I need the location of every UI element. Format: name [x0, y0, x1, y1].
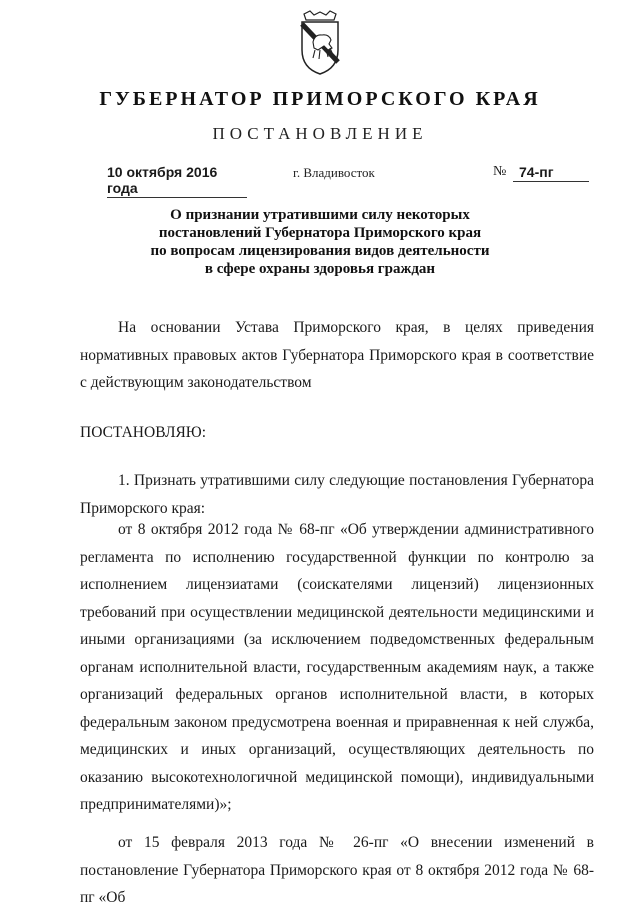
issuer-title: ГУБЕРНАТОР ПРИМОРСКОГО КРАЯ — [99, 88, 541, 110]
coat-of-arms-icon — [298, 10, 342, 76]
title-line: в сфере охраны здоровья граждан — [204, 261, 436, 277]
document-city: г. Владивосток — [293, 165, 375, 180]
document-type: ПОСТАНОВЛЕНИЕ — [212, 124, 428, 143]
document-number: 74-пг — [513, 164, 589, 182]
document-title — [110, 206, 530, 278]
revoked-act-1-paragraph: от 8 октября 2012 года № 68-пг «Об утверждении административного регламента по исполнению государственной функции по контролю за исполнением лицензиатами (соискателями лицензий) лицензионных требований при осуществлении медицинской деятельности медицинскими и иными организациями (за исключением подведомственных федеральным органам исполнительной власти, государственным академиям наук, а также организаций федеральных органов исполнительной власти, в которых федеральным законом предусмотрена военная и приравненная к ней служба, медицинских и иных организаций, осуществляющих деятельность по оказанию высокотехнологичной медицинской помощи), индивидуальными предпринимателями)»; — [80, 521, 594, 813]
basis-paragraph: На основании Устава Приморского края, в целях приведения нормативных правовых актов Губернатора Приморского края в соответствие с действующим законодательством — [80, 319, 594, 391]
coat-of-arms-graphic — [298, 10, 342, 76]
item-1-paragraph: 1. Признать утратившими силу следующие постановления Губернатора Приморского края: — [80, 472, 594, 517]
decree-heading: ПОСТАНОВЛЯЮ: — [80, 424, 207, 441]
title-line: постановлений Губернатора Приморского края — [158, 225, 482, 241]
revoked-act-2-paragraph: от 15 февраля 2013 года № 26-пг «О внесении изменений в постановление Губернатора Приморского края от 8 октября 2012 года № 68-пг «Об — [80, 834, 594, 906]
title-line: по вопросам лицензирования видов деятельности — [150, 243, 490, 259]
document-date: 10 октября 2016 года — [107, 164, 247, 198]
number-sign: № — [493, 164, 507, 179]
title-line: О признании утратившими силу некоторых — [170, 207, 470, 223]
